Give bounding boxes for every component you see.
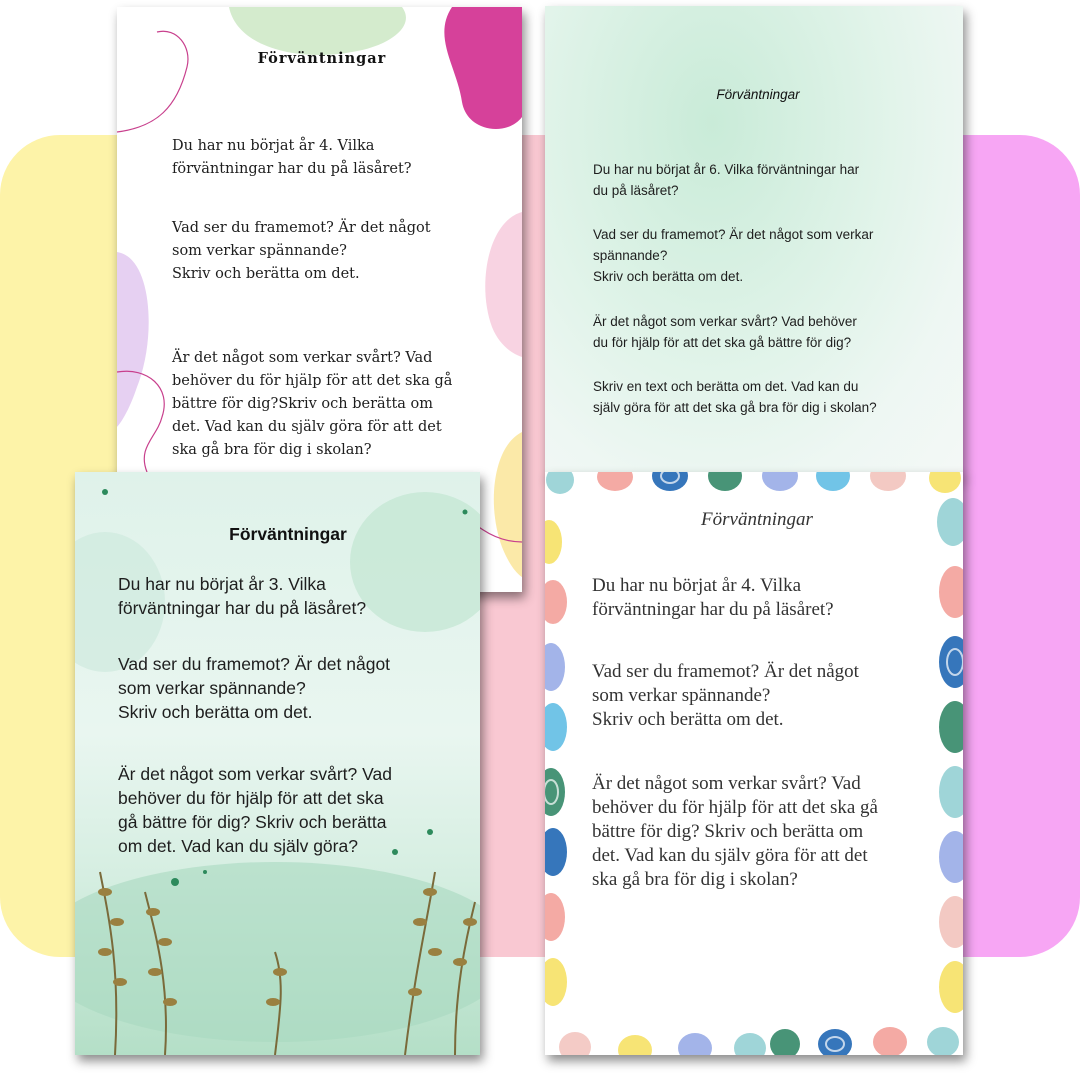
card-title: Förväntningar xyxy=(701,509,813,530)
card-paragraph: Är det något som verkar svårt? Vad behöver du för hjälp för att det ska gå bättre för dig? Skriv och berätta om det. Vad kan du själv göra för att det ska gå bra för dig i skolan? xyxy=(592,773,878,890)
card-title: Förväntningar xyxy=(716,87,800,102)
card-paragraph: Är det något som verkar svårt? Vad behöver du för hjälp för att det ska gå bättre för dig? Skriv och berätta om det. Vad kan du själv göra? xyxy=(118,764,392,856)
card-paragraph: Du har nu börjat år 3. Vilka förväntningar har du på läsåret? xyxy=(118,574,367,618)
worksheet-card-year3-leaves xyxy=(75,472,480,1055)
worksheet-card-year4-pebbles xyxy=(545,472,963,1055)
card-paragraph: Vad ser du framemot? Är det något som verkar spännande? Skriv och berätta om det. xyxy=(118,654,391,722)
worksheet-card-year6-watercolor xyxy=(545,6,963,476)
card-paragraph: Är det något som verkar svårt? Vad behöver du för hjälp för att det ska gå bättre för dig? xyxy=(593,314,857,350)
card-title: Förväntningar xyxy=(257,50,387,67)
card-paragraph: Vad ser du framemot? Är det något som verkar spännande? Skriv och berätta om det. xyxy=(593,227,874,284)
card-paragraph: Är det något som verkar svårt? Vad behöver du för hjälp för att det ska gå bättre för dig?Skriv och berätta om det. Vad kan du själv göra för att det ska gå bra för dig i skolan? xyxy=(172,350,453,458)
card-paragraph: Du har nu börjat år 4. Vilka förväntningar har du på läsåret? xyxy=(172,138,412,177)
card-title: Förväntningar xyxy=(229,524,347,544)
card-paragraph: Vad ser du framemot? Är det något som verkar spännande? Skriv och berätta om det. xyxy=(172,220,431,282)
pebble-border-decoration xyxy=(545,472,963,1055)
card-paragraph: Skriv en text och berätta om det. Vad kan du själv göra för att det ska gå bra för dig i skolan? xyxy=(593,379,877,415)
card-paragraph: Du har nu börjat år 6. Vilka förväntningar har du på läsåret? xyxy=(593,162,860,198)
card-paragraph: Du har nu börjat år 4. Vilka förväntningar har du på läsåret? xyxy=(592,575,834,620)
card-paragraph: Vad ser du framemot? Är det något som verkar spännande? Skriv och berätta om det. xyxy=(592,661,859,730)
